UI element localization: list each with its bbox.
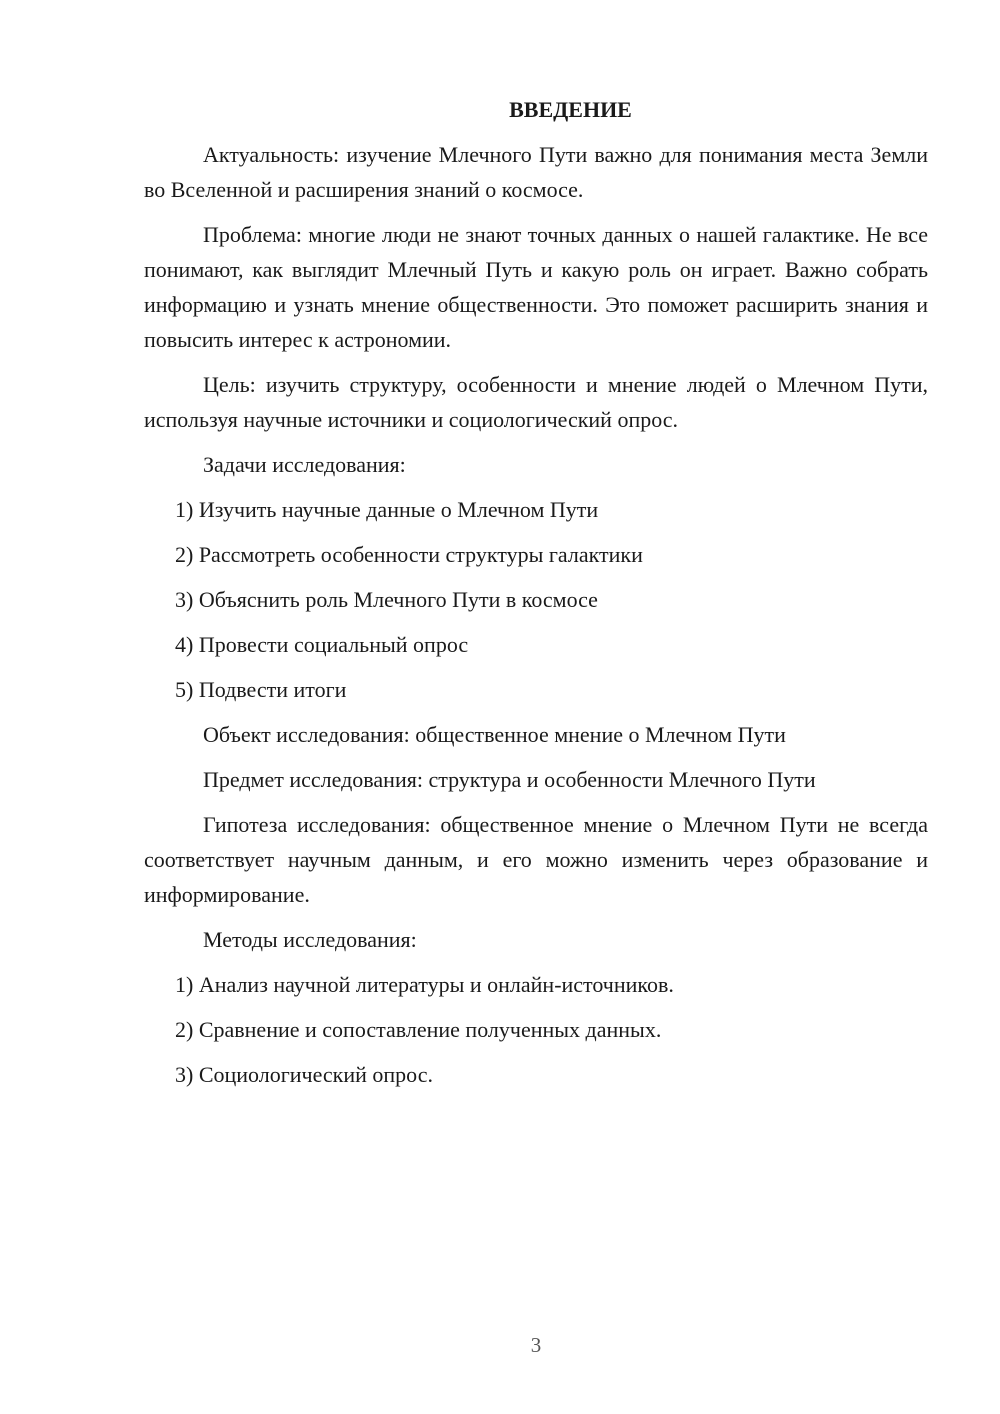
task-item-3: 3) Объяснить роль Млечного Пути в космосе — [175, 587, 598, 612]
tasks-title: Задачи исследования: — [203, 452, 406, 477]
relevance-paragraph: Актуальность: изучение Млечного Пути важно для понимания места Земли во Вселенной и расширения знаний о космосе. — [144, 142, 928, 202]
page-content — [144, 95, 928, 1092]
problem-paragraph: Проблема: многие люди не знают точных данных о нашей галактике. Не все понимают, как выглядит Млечный Путь и какую роль он играет. Важно собрать информацию и узнать мнение общественности. Это поможет расширить знания и повысить интерес к астрономии. — [144, 222, 928, 352]
goal-paragraph: Цель: изучить структуру, особенности и мнение людей о Млечном Пути, используя научные источники и социологический опрос. — [144, 372, 928, 432]
method-item-3: 3) Социологический опрос. — [175, 1062, 433, 1087]
page-number: 3 — [530, 1333, 542, 1357]
task-item-5: 5) Подвести итоги — [175, 677, 347, 702]
task-item-1: 1) Изучить научные данные о Млечном Пути — [175, 497, 599, 522]
task-item-4: 4) Провести социальный опрос — [175, 632, 469, 657]
hypothesis-paragraph: Гипотеза исследования: общественное мнение о Млечном Пути не всегда соответствует научным данным, и его можно изменить через образование и информирование. — [144, 812, 928, 907]
method-item-2: 2) Сравнение и сопоставление полученных данных. — [175, 1017, 662, 1042]
methods-title: Методы исследования: — [203, 927, 417, 952]
object-line: Объект исследования: общественное мнение о Млечном Пути — [203, 722, 786, 747]
method-item-1: 1) Анализ научной литературы и онлайн-источников. — [175, 972, 674, 997]
task-item-2: 2) Рассмотреть особенности структуры галактики — [175, 542, 643, 567]
section-heading: ВВЕДЕНИЕ — [509, 97, 632, 122]
subject-line: Предмет исследования: структура и особенности Млечного Пути — [203, 767, 816, 792]
